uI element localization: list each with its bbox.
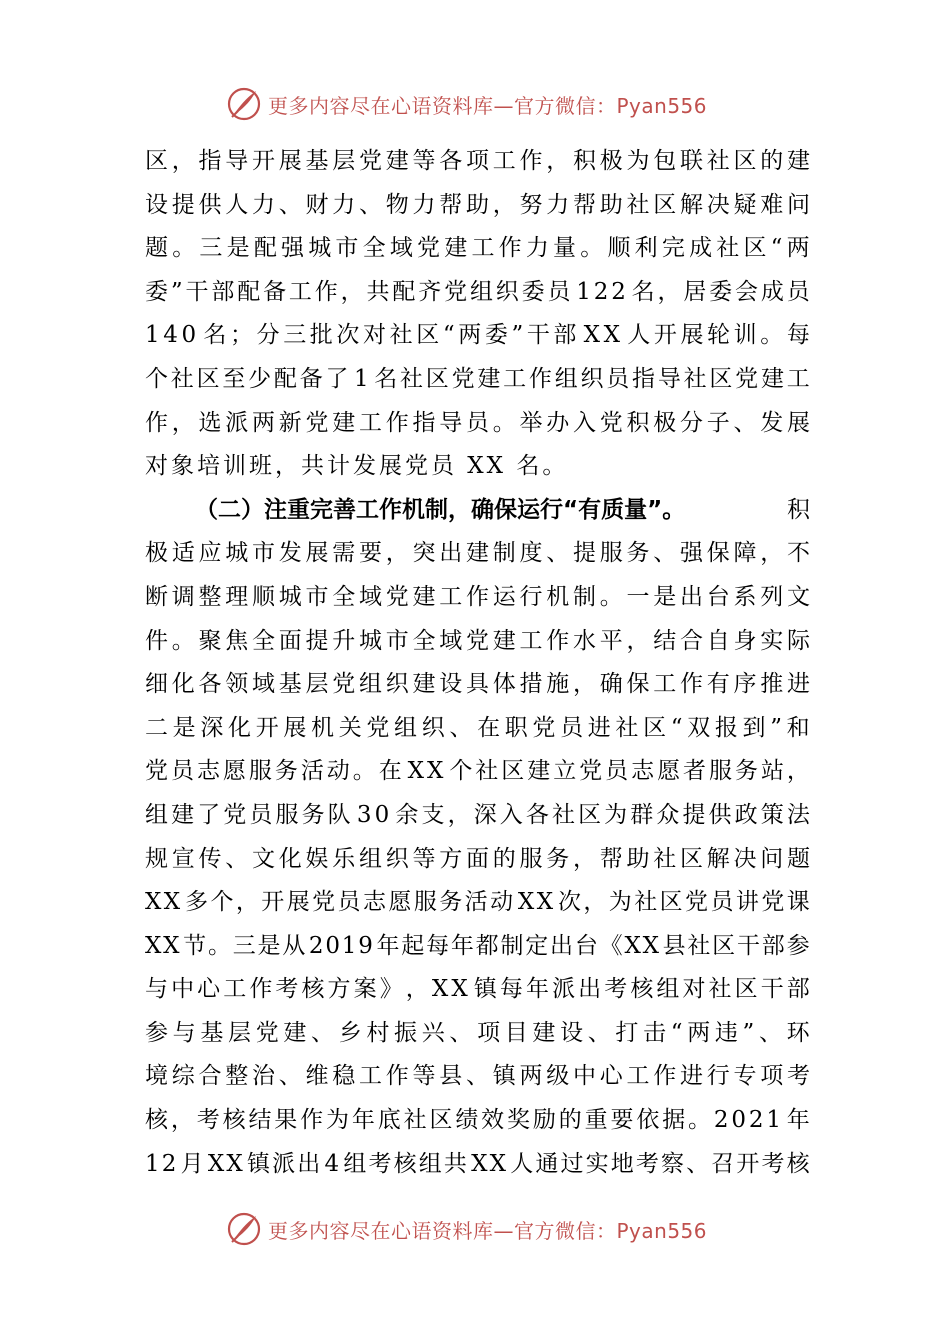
text-line: 与 中 心 工 作 考 核 方 案 》 ， X X 镇 每 年 派 出 考 核 组 对 社 区 干 部 — [145, 976, 810, 1003]
text-line: 题 。 三 是 配 强 城 市 全 域 党 建 工 作 力 量 。 顺 利 完 成 社 区 “ 两 — [145, 235, 810, 262]
text-line: 区 ， 指 导 开 展 基 层 党 建 等 各 项 工 作 ， 积 极 为 包 联 社 区 的 建 — [145, 148, 810, 174]
text-line: 参 与 基 层 党 建 、 乡 村 振 兴 、 项 目 建 设 、 打 击 “ 两 违 ” 、 环 — [145, 1019, 810, 1046]
text-line: 1 4 0 名 ； 分 三 批 次 对 社 区 “ 两 委 ” 干 部 X X 人 开 展 轮 训 。 每 — [145, 322, 810, 349]
text-line: 对象培训班，共计发展党员 XX 名。 — [145, 453, 569, 480]
text-line: 核 ， 考 核 结 果 作 为 年 底 社 区 绩 效 奖 励 的 重 要 依 据 。 2 0 2 1 年 — [145, 1107, 810, 1134]
heading-tail: 积 — [787, 496, 810, 523]
section-heading-line — [145, 489, 810, 533]
text-line: X X 多 个 ， 开 展 党 员 志 愿 服 务 活 动 X X 次 ， 为 社 区 党 员 讲 党 课 — [145, 889, 810, 916]
text-line: 极 适 应 城 市 发 展 需 要 ， 突 出 建 制 度 、 提 服 务 、 强 保 障 ， 不 — [145, 540, 810, 567]
text-line: 细 化 各 领 域 基 层 党 组 织 建 设 具 体 措 施 ， 确 保 工 作 有 序 推 进 — [145, 671, 810, 698]
text-line: 设 提 供 人 力 、 财 力 、 物 力 帮 助 ， 努 力 帮 助 社 区 解 决 疑 难 问 — [145, 191, 810, 218]
text-line: 个 社 区 至 少 配 备 了 1 名 社 区 党 建 工 作 组 织 员 指 导 社 区 党 建 工 — [145, 365, 810, 392]
watermark-text: 更多内容尽在心语资料库—官方微信：Pyan556 — [268, 1218, 708, 1243]
document-body — [145, 140, 810, 1186]
text-line: 作 ， 选 派 两 新 党 建 工 作 指 导 员 。 举 办 入 党 积 极 分 子 、 发 展 — [145, 409, 810, 436]
footer-watermark — [226, 1209, 707, 1249]
quill-logo-icon — [226, 86, 262, 122]
header-watermark — [226, 84, 707, 124]
text-line: 组 建 了 党 员 服 务 队 3 0 余 支 ， 深 入 各 社 区 为 群 众 提 供 政 策 法 — [145, 801, 810, 828]
text-line: 1 2 月 X X 镇 派 出 4 组 考 核 组 共 X X 人 通 过 实 地 考 察 、 召 开 考 核 — [145, 1150, 810, 1177]
text-line: 委 ” 干 部 配 备 工 作 ， 共 配 齐 党 组 织 委 员 1 2 2 名 ， 居 委 会 成 员 — [145, 278, 810, 305]
text-line: 党 员 志 愿 服 务 活 动 。 在 X X 个 社 区 建 立 党 员 志 愿 者 服 务 站 ， — [145, 758, 810, 785]
text-line: 件 。 聚 焦 全 面 提 升 城 市 全 域 党 建 工 作 水 平 ， 结 合 自 身 实 际 — [145, 627, 810, 654]
text-line: 规 宣 传 、 文 化 娱 乐 组 织 等 方 面 的 服 务 ， 帮 助 社 区 解 决 问 题 — [145, 845, 810, 872]
text-line: 境 综 合 整 治 、 维 稳 工 作 等 县 、 镇 两 级 中 心 工 作 进 行 专 项 考 — [145, 1063, 810, 1090]
text-line: X X 节 。 三 是 从 2 0 1 9 年 起 每 年 都 制 定 出 台 《 X X 县 社 区 干 部 参 — [145, 932, 810, 959]
text-line: 二 是 深 化 开 展 机 关 党 组 织 、 在 职 党 员 进 社 区 “ 双 报 到 ” 和 — [145, 714, 810, 741]
quill-logo-icon — [226, 1211, 262, 1247]
section-heading: （二）注重完善工作机制，确保运行“有质量”。 — [195, 496, 686, 523]
watermark-text: 更多内容尽在心语资料库—官方微信：Pyan556 — [268, 93, 708, 118]
text-line: 断 调 整 理 顺 城 市 全 域 党 建 工 作 运 行 机 制 。 一 是 出 台 系 列 文 — [145, 583, 810, 610]
